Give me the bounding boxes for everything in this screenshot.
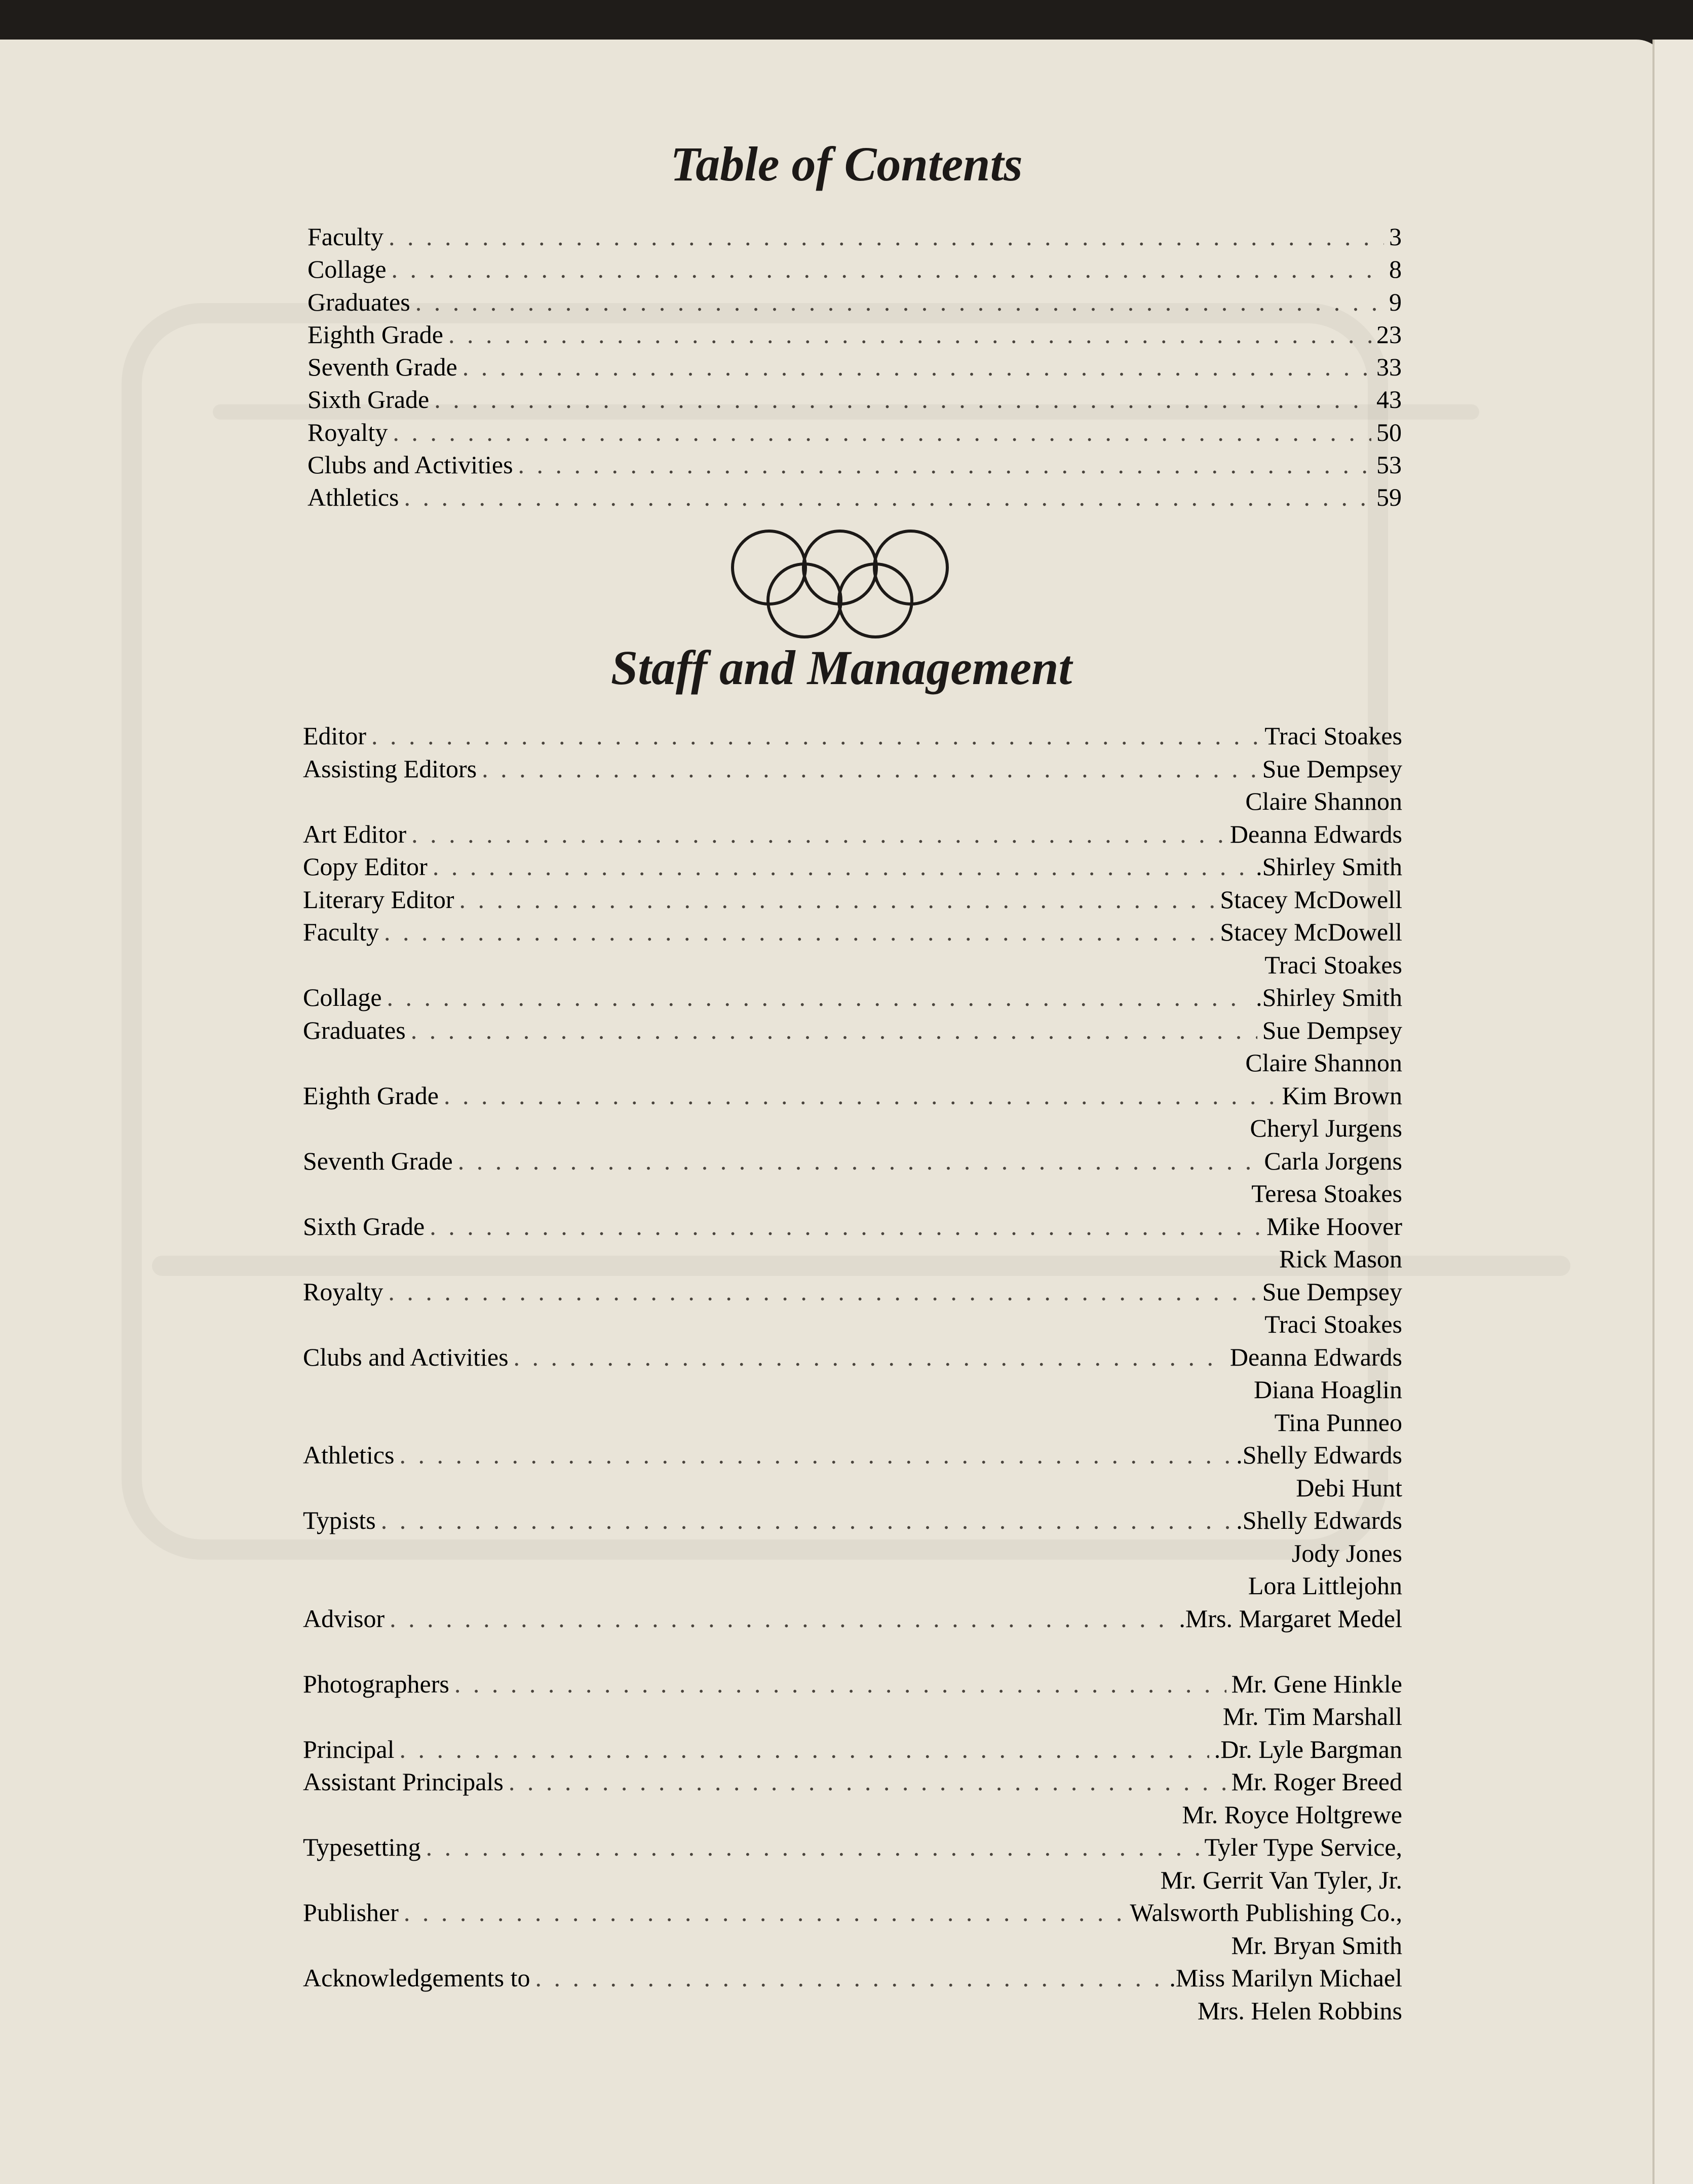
staff-role-row — [303, 1831, 1402, 1864]
toc-entry-page: 23 — [1376, 320, 1402, 349]
staff-title: Staff and Management — [610, 641, 1072, 695]
staff-member-name: Deanna Edwards — [1229, 819, 1402, 848]
staff-member-name: Deanna Edwards — [1229, 1342, 1402, 1371]
staff-member-name: Teresa Stoakes — [1251, 1179, 1402, 1208]
toc-entry-label: Collage — [307, 255, 387, 284]
dot-leader — [411, 1014, 1257, 1047]
staff-member-name: .Shelly Edwards — [1236, 1441, 1402, 1469]
staff-role-row — [303, 1014, 1402, 1047]
staff-member-name: Mr. Royce Holtgrewe — [1182, 1800, 1402, 1829]
dot-leader — [458, 1145, 1259, 1178]
staff-role-row — [303, 1504, 1402, 1537]
staff-member-continuation — [303, 1700, 1402, 1733]
section-gap — [303, 1635, 1402, 1668]
staff-role-label: Eighth Grade — [303, 1081, 439, 1110]
toc-entry-label: Royalty — [307, 418, 388, 446]
staff-role-row — [303, 916, 1402, 949]
staff-member-name: .Shirley Smith — [1256, 852, 1402, 881]
staff-member-name: Rick Mason — [1279, 1245, 1402, 1273]
staff-role-label: Faculty — [303, 918, 379, 946]
dot-leader — [459, 883, 1215, 916]
dot-leader — [381, 1504, 1232, 1537]
staff-role-label: Collage — [303, 983, 382, 1011]
dot-leader — [463, 351, 1371, 383]
staff-member-continuation — [303, 1373, 1402, 1406]
staff-member-continuation — [303, 1537, 1402, 1570]
staff-member-name: Traci Stoakes — [1264, 950, 1402, 979]
staff-member-name: Tina Punneo — [1274, 1408, 1402, 1437]
staff-role-label: Athletics — [303, 1441, 395, 1469]
toc-entry-page: 33 — [1376, 353, 1402, 382]
staff-role-label: Assisting Editors — [303, 754, 477, 783]
staff-role-row — [303, 818, 1402, 851]
staff-role-row — [303, 1765, 1402, 1798]
staff-role-label: Literary Editor — [303, 885, 454, 914]
staff-member-name: Mr. Roger Breed — [1231, 1767, 1402, 1796]
staff-member-name: .Mrs. Margaret Medel — [1179, 1604, 1402, 1633]
staff-member-continuation — [303, 1569, 1402, 1602]
staff-member-name: .Dr. Lyle Bargman — [1214, 1735, 1402, 1763]
toc-entry — [307, 351, 1402, 383]
staff-member-continuation — [303, 1929, 1402, 1962]
toc-entry — [307, 448, 1402, 481]
toc-list — [307, 220, 1402, 514]
dot-leader — [514, 1341, 1225, 1374]
staff-member-name: Cheryl Jurgens — [1250, 1114, 1402, 1142]
staff-member-name: Mr. Gene Hinkle — [1231, 1669, 1402, 1698]
staff-member-name: Stacey McDowell — [1220, 918, 1402, 946]
toc-entry — [307, 481, 1402, 513]
staff-member-name: Debi Hunt — [1296, 1473, 1402, 1502]
staff-role-label: Graduates — [303, 1015, 406, 1044]
dot-leader — [509, 1765, 1226, 1798]
dot-leader — [411, 818, 1225, 851]
staff-role-row — [303, 981, 1402, 1014]
dot-leader — [400, 1439, 1232, 1472]
staff-member-continuation — [303, 1308, 1402, 1341]
toc-entry — [307, 416, 1402, 448]
staff-member-name: Lora Littlejohn — [1248, 1571, 1402, 1600]
toc-entry-label: Athletics — [307, 483, 399, 512]
staff-member-continuation — [303, 1472, 1402, 1504]
staff-member-name: Tyler Type Service, — [1204, 1833, 1402, 1861]
toc-entry — [307, 220, 1402, 253]
toc-entry-label: Faculty — [307, 222, 383, 251]
toc-entry-page: 3 — [1389, 222, 1402, 251]
toc-entry — [307, 383, 1402, 416]
staff-member-name: .Shirley Smith — [1256, 983, 1402, 1011]
dot-leader — [371, 720, 1259, 752]
staff-role-row — [303, 1896, 1402, 1929]
staff-role-label: Typists — [303, 1506, 376, 1534]
toc-entry-page: 59 — [1376, 483, 1402, 512]
staff-member-name: .Shelly Edwards — [1236, 1506, 1402, 1534]
staff-member-name: Sue Dempsey — [1262, 754, 1402, 783]
staff-role-label: Typesetting — [303, 1833, 421, 1861]
toc-title: Table of Contents — [670, 137, 1023, 191]
staff-role-row — [303, 883, 1402, 916]
staff-role-label: Royalty — [303, 1277, 383, 1306]
staff-role-label: Art Editor — [303, 819, 407, 848]
toc-entry-page: 9 — [1389, 287, 1402, 316]
staff-role-row — [303, 1602, 1402, 1635]
toc-entry-label: Clubs and Activities — [307, 450, 513, 479]
staff-member-continuation — [303, 785, 1402, 818]
staff-role-label: Copy Editor — [303, 852, 428, 881]
staff-member-continuation — [303, 1046, 1402, 1079]
staff-member-name: Kim Brown — [1282, 1081, 1402, 1110]
staff-member-name: Jody Jones — [1291, 1538, 1402, 1567]
staff-member-continuation — [303, 1177, 1402, 1210]
dot-leader — [404, 481, 1371, 513]
staff-role-row — [303, 850, 1402, 883]
dot-leader — [400, 1733, 1209, 1766]
staff-member-continuation — [303, 1112, 1402, 1145]
staff-member-name: Claire Shannon — [1245, 787, 1402, 815]
staff-member-name: Mr. Gerrit Van Tyler, Jr. — [1160, 1865, 1402, 1894]
dot-leader — [518, 448, 1371, 481]
staff-role-row — [303, 720, 1402, 752]
staff-role-row — [303, 752, 1402, 785]
staff-role-row — [303, 1210, 1402, 1243]
dot-leader — [388, 1275, 1257, 1308]
staff-member-name: Claire Shannon — [1245, 1048, 1402, 1077]
toc-entry — [307, 286, 1402, 318]
dot-leader — [444, 1079, 1277, 1112]
dot-leader — [426, 1831, 1200, 1864]
staff-role-label: Seventh Grade — [303, 1146, 453, 1175]
toc-entry — [307, 318, 1402, 351]
staff-role-label: Publisher — [303, 1898, 399, 1927]
olympic-rings-icon — [723, 527, 987, 644]
staff-role-label: Acknowledgements to — [303, 1964, 530, 1992]
toc-entry-page: 53 — [1376, 450, 1402, 479]
toc-entry-label: Sixth Grade — [307, 385, 430, 414]
staff-member-name: Traci Stoakes — [1264, 722, 1402, 750]
dot-leader — [393, 416, 1371, 448]
toc-entry-label: Eighth Grade — [307, 320, 443, 349]
dot-leader — [415, 286, 1384, 318]
staff-list — [303, 720, 1402, 2027]
staff-role-label: Principal — [303, 1735, 395, 1763]
staff-member-name: Mr. Tim Marshall — [1222, 1702, 1402, 1730]
page-edge — [1652, 40, 1693, 2184]
staff-role-label: Advisor — [303, 1604, 385, 1633]
staff-role-row — [303, 1733, 1402, 1766]
staff-member-name: Traci Stoakes — [1264, 1310, 1402, 1338]
dot-leader — [390, 1602, 1174, 1635]
dot-leader — [404, 1896, 1125, 1929]
staff-role-row — [303, 1439, 1402, 1472]
dot-leader — [384, 916, 1215, 949]
staff-member-name: Sue Dempsey — [1262, 1015, 1402, 1044]
staff-member-name: Mike Hoover — [1266, 1212, 1402, 1240]
toc-entry-page: 43 — [1376, 385, 1402, 414]
staff-member-continuation — [303, 1406, 1402, 1439]
dot-leader — [454, 1668, 1226, 1701]
staff-member-continuation — [303, 1242, 1402, 1275]
dot-leader — [434, 383, 1371, 416]
staff-member-continuation — [303, 1798, 1402, 1831]
toc-entry-label: Graduates — [307, 287, 410, 316]
staff-role-row — [303, 1962, 1402, 1994]
dot-leader — [482, 752, 1257, 785]
dot-leader — [392, 253, 1384, 285]
staff-role-label: Editor — [303, 722, 366, 750]
toc-entry-label: Seventh Grade — [307, 353, 457, 382]
staff-role-row — [303, 1145, 1402, 1178]
staff-member-name: Walsworth Publishing Co., — [1130, 1898, 1402, 1927]
dot-leader — [448, 318, 1371, 351]
dot-leader — [389, 220, 1384, 253]
dot-leader — [433, 850, 1251, 883]
staff-member-name: Stacey McDowell — [1220, 885, 1402, 914]
staff-role-row — [303, 1275, 1402, 1308]
staff-role-label: Assistant Principals — [303, 1767, 504, 1796]
staff-role-row — [303, 1341, 1402, 1374]
staff-member-name: Mrs. Helen Robbins — [1197, 1996, 1402, 2025]
toc-entry — [307, 253, 1402, 285]
staff-role-label: Photographers — [303, 1669, 449, 1698]
staff-member-name: .Miss Marilyn Michael — [1169, 1964, 1402, 1992]
staff-role-row — [303, 1079, 1402, 1112]
dot-leader — [387, 981, 1251, 1014]
staff-role-label: Sixth Grade — [303, 1212, 425, 1240]
staff-member-continuation — [303, 1864, 1402, 1897]
staff-member-continuation — [303, 1994, 1402, 2027]
staff-member-name: Diana Hoaglin — [1254, 1375, 1402, 1404]
staff-member-name: Carla Jorgens — [1264, 1146, 1402, 1175]
staff-role-label: Clubs and Activities — [303, 1342, 509, 1371]
staff-member-name: Sue Dempsey — [1262, 1277, 1402, 1306]
toc-entry-page: 8 — [1389, 255, 1402, 284]
toc-entry-page: 50 — [1376, 418, 1402, 446]
dot-leader — [535, 1962, 1165, 1994]
staff-member-continuation — [303, 949, 1402, 982]
staff-member-name: Mr. Bryan Smith — [1231, 1931, 1402, 1960]
dot-leader — [430, 1210, 1261, 1243]
staff-role-row — [303, 1668, 1402, 1701]
